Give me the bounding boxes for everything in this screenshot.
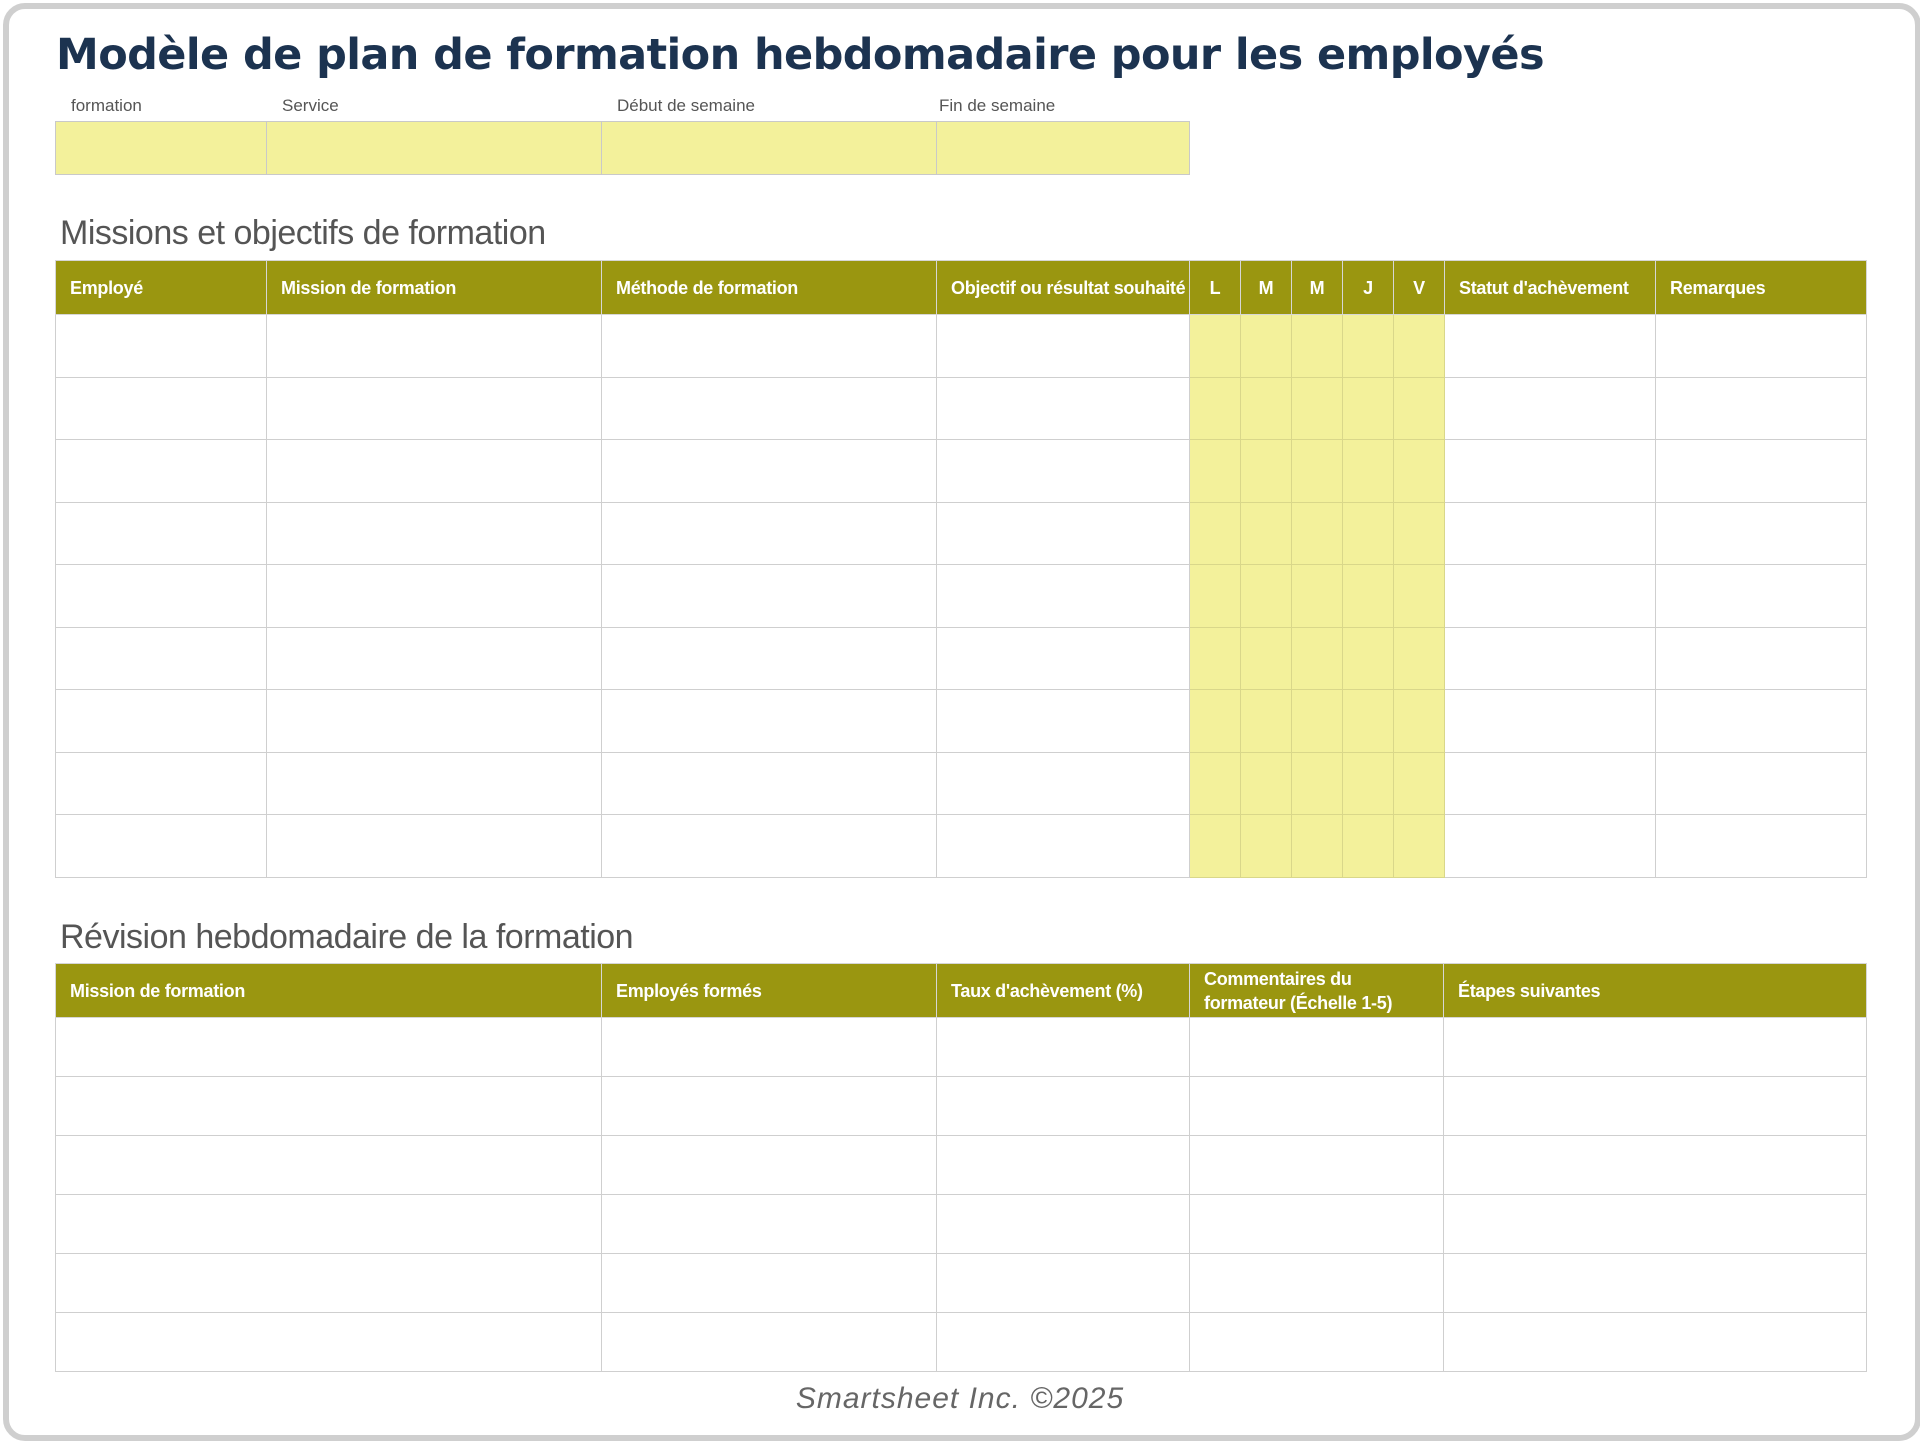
cell-employee[interactable] (56, 565, 267, 628)
col-review-rate: Taux d'achèvement (%) (937, 964, 1190, 1018)
cell-status[interactable] (1445, 565, 1656, 628)
cell-day-monday[interactable] (1190, 502, 1241, 565)
cell-mission[interactable] (267, 315, 602, 378)
cell-review-next[interactable] (1444, 1136, 1867, 1195)
cell-status[interactable] (1445, 377, 1656, 440)
cell-notes[interactable] (1656, 502, 1867, 565)
cell-mission[interactable] (267, 377, 602, 440)
col-day-monday: L (1190, 261, 1241, 315)
cell-day-thursday[interactable] (1343, 627, 1394, 690)
table-row (56, 1077, 1867, 1136)
table-row (56, 502, 1867, 565)
cell-notes[interactable] (1656, 752, 1867, 815)
cell-review-comments[interactable] (1190, 1136, 1444, 1195)
cell-day-wednesday[interactable] (1292, 627, 1343, 690)
cell-day-monday[interactable] (1190, 627, 1241, 690)
cell-employee[interactable] (56, 377, 267, 440)
cell-employee[interactable] (56, 502, 267, 565)
week-end-field[interactable] (937, 122, 1190, 175)
cell-day-thursday[interactable] (1343, 690, 1394, 753)
cell-day-wednesday[interactable] (1292, 752, 1343, 815)
cell-method[interactable] (602, 752, 937, 815)
table-row (56, 440, 1867, 503)
table-row (56, 815, 1867, 878)
cell-day-monday[interactable] (1190, 690, 1241, 753)
cell-review-comments[interactable] (1190, 1195, 1444, 1254)
cell-review-mission[interactable] (56, 1018, 602, 1077)
cell-review-mission[interactable] (56, 1077, 602, 1136)
cell-notes[interactable] (1656, 440, 1867, 503)
cell-review-trained[interactable] (602, 1077, 937, 1136)
cell-day-monday[interactable] (1190, 377, 1241, 440)
col-objective: Objectif ou résultat souhaité (937, 261, 1190, 315)
cell-day-friday[interactable] (1394, 377, 1445, 440)
cell-review-comments[interactable] (1190, 1313, 1444, 1372)
cell-day-thursday[interactable] (1343, 440, 1394, 503)
cell-notes[interactable] (1656, 377, 1867, 440)
cell-notes[interactable] (1656, 315, 1867, 378)
cell-method[interactable] (602, 440, 937, 503)
cell-day-tuesday[interactable] (1241, 565, 1292, 628)
cell-objective[interactable] (937, 752, 1190, 815)
cell-day-friday[interactable] (1394, 627, 1445, 690)
col-review-trained: Employés formés (602, 964, 937, 1018)
cell-day-wednesday[interactable] (1292, 690, 1343, 753)
cell-day-tuesday[interactable] (1241, 627, 1292, 690)
cell-review-next[interactable] (1444, 1018, 1867, 1077)
cell-day-monday[interactable] (1190, 440, 1241, 503)
cell-objective[interactable] (937, 627, 1190, 690)
table-row (56, 627, 1867, 690)
cell-review-mission[interactable] (56, 1313, 602, 1372)
cell-review-rate[interactable] (937, 1077, 1190, 1136)
col-review-next: Étapes suivantes (1444, 964, 1867, 1018)
cell-day-tuesday[interactable] (1241, 752, 1292, 815)
cell-day-wednesday[interactable] (1292, 815, 1343, 878)
cell-objective[interactable] (937, 377, 1190, 440)
cell-day-tuesday[interactable] (1241, 690, 1292, 753)
cell-method[interactable] (602, 627, 937, 690)
table-row (56, 1195, 1867, 1254)
cell-review-trained[interactable] (602, 1018, 937, 1077)
cell-mission[interactable] (267, 815, 602, 878)
col-status: Statut d'achèvement (1445, 261, 1656, 315)
col-day-friday: V (1394, 261, 1445, 315)
cell-day-thursday[interactable] (1343, 502, 1394, 565)
cell-review-comments[interactable] (1190, 1254, 1444, 1313)
service-field[interactable] (267, 122, 602, 175)
cell-method[interactable] (602, 565, 937, 628)
cell-review-rate[interactable] (937, 1254, 1190, 1313)
table-row (56, 1254, 1867, 1313)
table-row (56, 315, 1867, 378)
cell-method[interactable] (602, 815, 937, 878)
cell-status[interactable] (1445, 815, 1656, 878)
review-section-title: Révision hebdomadaire de la formation (60, 918, 634, 956)
cell-day-wednesday[interactable] (1292, 315, 1343, 378)
cell-day-thursday[interactable] (1343, 315, 1394, 378)
cell-review-trained[interactable] (602, 1136, 937, 1195)
cell-mission[interactable] (267, 752, 602, 815)
cell-day-thursday[interactable] (1343, 815, 1394, 878)
cell-day-tuesday[interactable] (1241, 440, 1292, 503)
cell-day-wednesday[interactable] (1292, 377, 1343, 440)
cell-day-wednesday[interactable] (1292, 565, 1343, 628)
review-header-row (56, 964, 1867, 1018)
cell-day-monday[interactable] (1190, 815, 1241, 878)
cell-day-tuesday[interactable] (1241, 315, 1292, 378)
cell-review-comments[interactable] (1190, 1018, 1444, 1077)
cell-review-rate[interactable] (937, 1313, 1190, 1372)
cell-notes[interactable] (1656, 627, 1867, 690)
cell-review-rate[interactable] (937, 1136, 1190, 1195)
review-body (56, 1018, 1867, 1372)
cell-objective[interactable] (937, 315, 1190, 378)
cell-objective[interactable] (937, 502, 1190, 565)
cell-employee[interactable] (56, 627, 267, 690)
cell-review-mission[interactable] (56, 1195, 602, 1254)
col-review-mission: Mission de formation (56, 964, 602, 1018)
cell-review-next[interactable] (1444, 1313, 1867, 1372)
table-row (56, 1136, 1867, 1195)
cell-review-rate[interactable] (937, 1018, 1190, 1077)
info-label-week-start: Début de semaine (617, 96, 755, 115)
cell-day-friday[interactable] (1394, 565, 1445, 628)
cell-day-tuesday[interactable] (1241, 502, 1292, 565)
cell-notes[interactable] (1656, 690, 1867, 753)
cell-day-friday[interactable] (1394, 440, 1445, 503)
cell-review-rate[interactable] (937, 1195, 1190, 1254)
cell-objective[interactable] (937, 815, 1190, 878)
cell-mission[interactable] (267, 440, 602, 503)
cell-mission[interactable] (267, 690, 602, 753)
cell-review-trained[interactable] (602, 1313, 937, 1372)
col-method: Méthode de formation (602, 261, 937, 315)
footer-copyright: Smartsheet Inc. ©2025 (795, 1382, 1125, 1415)
cell-mission[interactable] (267, 565, 602, 628)
formation-field[interactable] (56, 122, 267, 175)
cell-day-tuesday[interactable] (1241, 377, 1292, 440)
cell-employee[interactable] (56, 690, 267, 753)
table-row (56, 690, 1867, 753)
missions-table (55, 260, 1867, 878)
cell-day-tuesday[interactable] (1241, 815, 1292, 878)
cell-status[interactable] (1445, 627, 1656, 690)
cell-objective[interactable] (937, 690, 1190, 753)
table-row (56, 377, 1867, 440)
cell-mission[interactable] (267, 627, 602, 690)
info-input-row (55, 121, 1190, 175)
cell-employee[interactable] (56, 440, 267, 503)
table-row (56, 565, 1867, 628)
cell-method[interactable] (602, 377, 937, 440)
cell-notes[interactable] (1656, 565, 1867, 628)
cell-review-trained[interactable] (602, 1195, 937, 1254)
cell-status[interactable] (1445, 502, 1656, 565)
cell-method[interactable] (602, 690, 937, 753)
col-review-comments: Commentaires du formateur (Échelle 1-5) (1190, 964, 1444, 1018)
cell-notes[interactable] (1656, 815, 1867, 878)
cell-employee[interactable] (56, 315, 267, 378)
cell-review-next[interactable] (1444, 1077, 1867, 1136)
cell-day-friday[interactable] (1394, 315, 1445, 378)
page-title: Modèle de plan de formation hebdomadaire pour les employés (56, 30, 1544, 80)
cell-review-trained[interactable] (602, 1254, 937, 1313)
cell-status[interactable] (1445, 315, 1656, 378)
cell-review-mission[interactable] (56, 1136, 602, 1195)
review-table (55, 963, 1867, 1372)
col-mission: Mission de formation (267, 261, 602, 315)
cell-day-wednesday[interactable] (1292, 502, 1343, 565)
cell-day-monday[interactable] (1190, 565, 1241, 628)
cell-status[interactable] (1445, 690, 1656, 753)
cell-day-friday[interactable] (1394, 815, 1445, 878)
cell-day-monday[interactable] (1190, 752, 1241, 815)
col-day-tuesday: M (1241, 261, 1292, 315)
missions-body (56, 315, 1867, 878)
cell-review-next[interactable] (1444, 1195, 1867, 1254)
info-label-formation: formation (71, 96, 142, 115)
cell-day-monday[interactable] (1190, 315, 1241, 378)
col-day-thursday: J (1343, 261, 1394, 315)
cell-day-friday[interactable] (1394, 690, 1445, 753)
col-notes: Remarques (1656, 261, 1867, 315)
col-day-wednesday: M (1292, 261, 1343, 315)
cell-day-thursday[interactable] (1343, 752, 1394, 815)
cell-mission[interactable] (267, 502, 602, 565)
cell-review-next[interactable] (1444, 1254, 1867, 1313)
cell-review-mission[interactable] (56, 1254, 602, 1313)
cell-employee[interactable] (56, 815, 267, 878)
cell-employee[interactable] (56, 752, 267, 815)
missions-section-title: Missions et objectifs de formation (60, 214, 546, 252)
cell-status[interactable] (1445, 440, 1656, 503)
cell-objective[interactable] (937, 565, 1190, 628)
cell-objective[interactable] (937, 440, 1190, 503)
cell-day-friday[interactable] (1394, 502, 1445, 565)
cell-status[interactable] (1445, 752, 1656, 815)
cell-day-wednesday[interactable] (1292, 440, 1343, 503)
cell-day-thursday[interactable] (1343, 565, 1394, 628)
table-row (56, 1018, 1867, 1077)
cell-day-friday[interactable] (1394, 752, 1445, 815)
cell-review-comments[interactable] (1190, 1077, 1444, 1136)
cell-method[interactable] (602, 502, 937, 565)
info-label-week-end: Fin de semaine (939, 96, 1056, 115)
cell-method[interactable] (602, 315, 937, 378)
week-start-field[interactable] (602, 122, 937, 175)
info-label-service: Service (282, 96, 339, 115)
cell-day-thursday[interactable] (1343, 377, 1394, 440)
table-row (56, 752, 1867, 815)
col-employee: Employé (56, 261, 267, 315)
table-row (56, 1313, 1867, 1372)
missions-header-row (56, 261, 1867, 315)
